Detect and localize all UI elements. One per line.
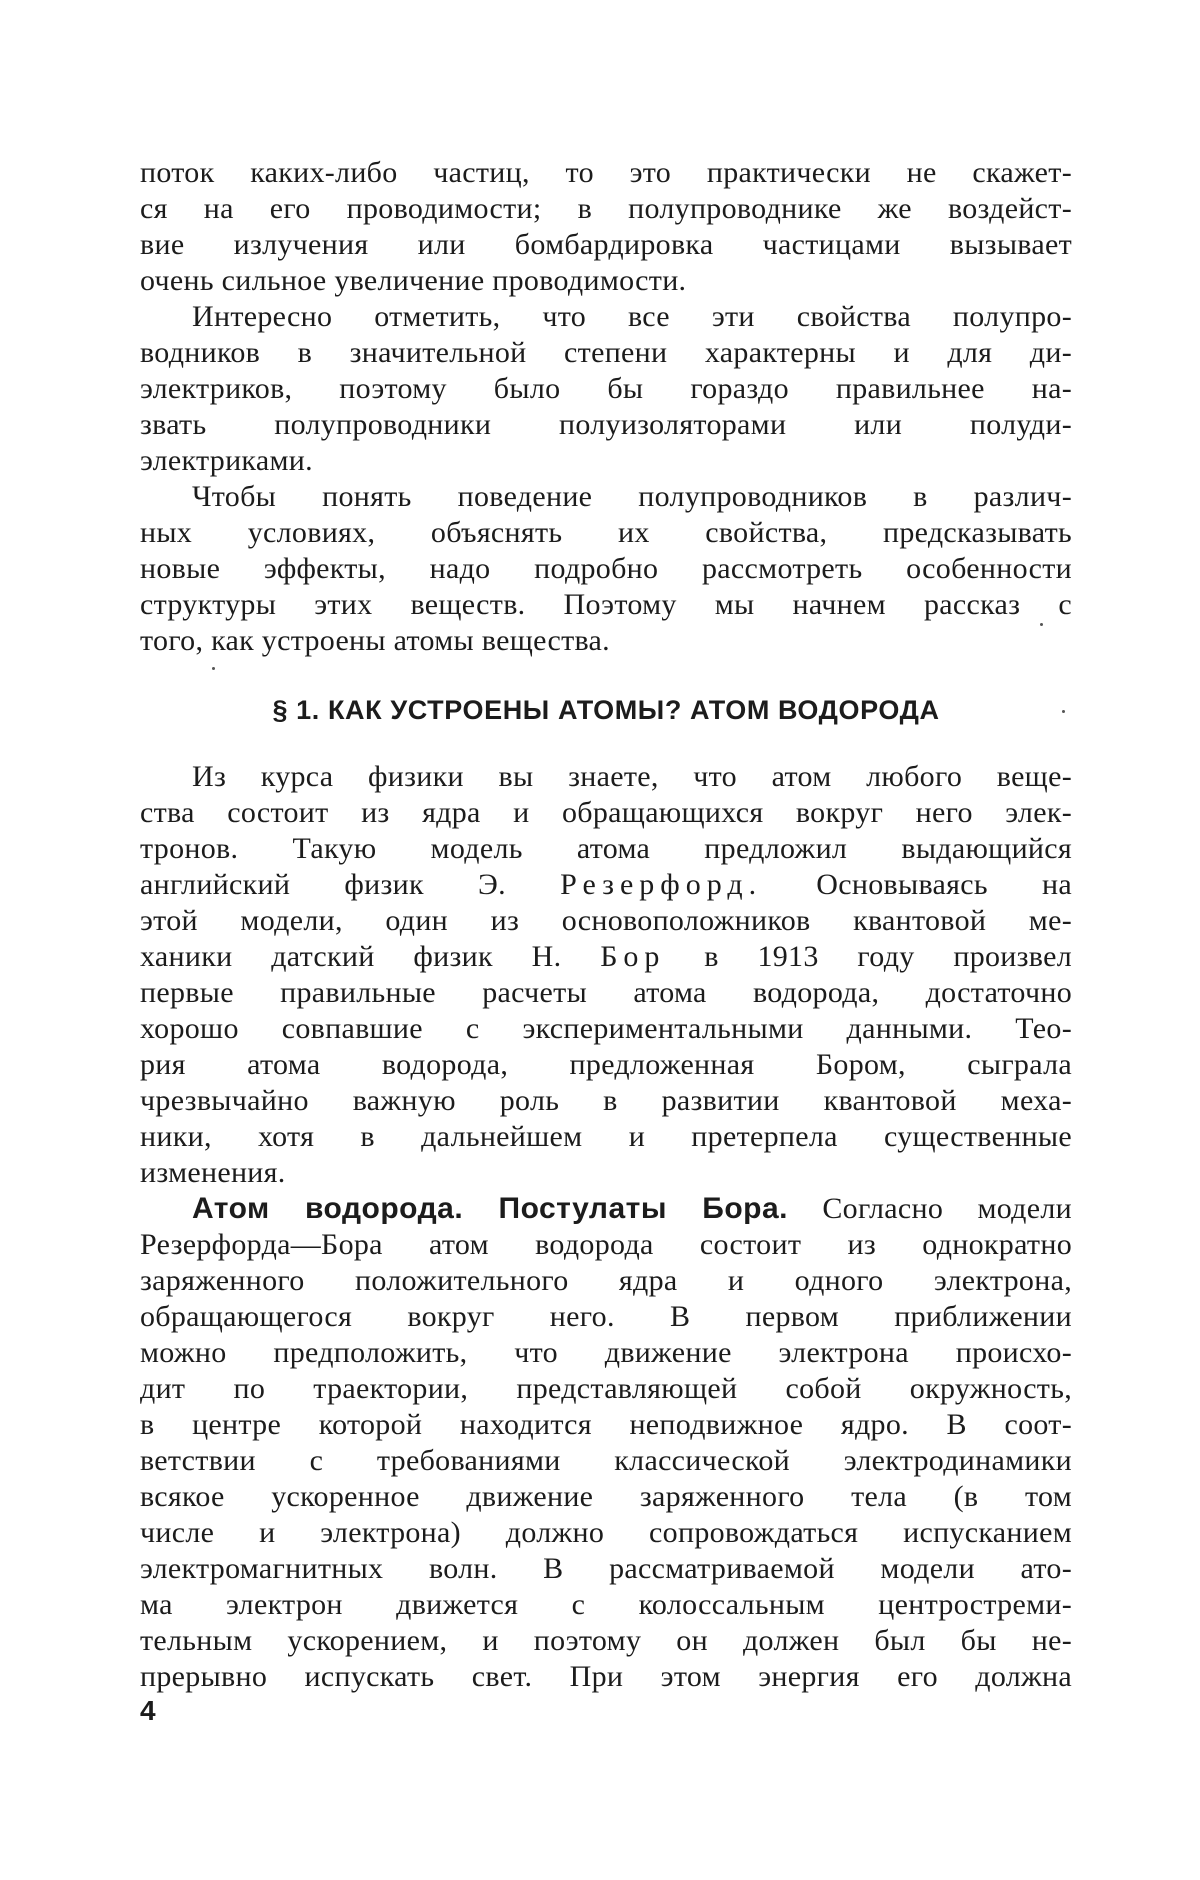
- text-line: хорошо совпавшие с экспериментальными данными. Тео-: [140, 1011, 1072, 1047]
- text-line: Интересно отметить, что все эти свойства полупро-: [140, 299, 1072, 335]
- text-line: водников в значительной степени характерны и для ди-: [140, 335, 1072, 371]
- text-line: прерывно испускать свет. При этом энергия его должна: [140, 1659, 1072, 1695]
- text-line: [140, 1191, 1072, 1227]
- text-line: этой модели, один из основоположников квантовой ме-: [140, 903, 1072, 939]
- text-line: звать полупроводники полуизоляторами или полуди-: [140, 407, 1072, 443]
- intro-paragraph: [140, 155, 1072, 299]
- text-line: можно предположить, что движение электрона происхо-: [140, 1335, 1072, 1371]
- paragraph-semiconductor-properties: [140, 299, 1072, 479]
- paragraph-atom-models: [140, 759, 1072, 1191]
- text-line: структуры этих веществ. Поэтому мы начнем рассказ с: [140, 587, 1072, 623]
- text-line: [140, 939, 1072, 975]
- text-line: электромагнитных волн. В рассматриваемой модели ато-: [140, 1551, 1072, 1587]
- text-line: дит по траектории, представляющей собой окружность,: [140, 1371, 1072, 1407]
- text-line: первые правильные расчеты атома водорода, достаточно: [140, 975, 1072, 1011]
- text-line: Резерфорда—Бора атом водорода состоит из однократно: [140, 1227, 1072, 1263]
- text-line: электриков, поэтому было бы гораздо правильнее на-: [140, 371, 1072, 407]
- text-line: того, как устроены атомы вещества.: [140, 623, 1072, 659]
- text-line: ветствии с требованиями классической электродинамики: [140, 1443, 1072, 1479]
- text-run: английский физик Э.: [140, 868, 506, 901]
- text-line: вие излучения или бомбардировка частицами вызывает: [140, 227, 1072, 263]
- text-line: электриками.: [140, 443, 1072, 479]
- spaced-name-rutherford: Резерфорд.: [560, 868, 762, 901]
- text-line: тельным ускорением, и поэтому он должен был бы не-: [140, 1623, 1072, 1659]
- text-line: Чтобы понять поведение полупроводников в различ-: [140, 479, 1072, 515]
- paragraph-structure: [140, 479, 1072, 659]
- text-line: новые эффекты, надо подробно рассмотреть особенности: [140, 551, 1072, 587]
- text-line: рия атома водорода, предложенная Бором, сыграла: [140, 1047, 1072, 1083]
- paragraph-bohr-postulates: [140, 1191, 1072, 1695]
- text-line: числе и электрона) должно сопровождаться испусканием: [140, 1515, 1072, 1551]
- text-line: заряженного положительного ядра и одного электрона,: [140, 1263, 1072, 1299]
- book-page: [0, 0, 1200, 1880]
- text-line: тронов. Такую модель атома предложил выдающийся: [140, 831, 1072, 867]
- scan-speck: [1040, 623, 1043, 626]
- text-line: обращающегося вокруг него. В первом приближении: [140, 1299, 1072, 1335]
- run-in-heading: Атом водорода. Постулаты Бора.: [192, 1192, 788, 1225]
- text-line: очень сильное увеличение проводимости.: [140, 263, 1072, 299]
- text-line: ных условиях, объяснять их свойства, предсказывать: [140, 515, 1072, 551]
- scan-speck: [212, 667, 215, 670]
- text-run: в 1913 году произвел: [704, 940, 1072, 973]
- text-line: в центре которой находится неподвижное ядро. В соот-: [140, 1407, 1072, 1443]
- text-line: [140, 867, 1072, 903]
- text-run: Согласно модели: [822, 1192, 1072, 1225]
- text-line: чрезвычайно важную роль в развитии квантовой меха-: [140, 1083, 1072, 1119]
- text-run: Основываясь на: [816, 868, 1072, 901]
- text-line: ма электрон движется с колоссальным центростреми-: [140, 1587, 1072, 1623]
- text-run: ханики датский физик Н.: [140, 940, 561, 973]
- section-heading: § 1. КАК УСТРОЕНЫ АТОМЫ? АТОМ ВОДОРОДА: [140, 692, 1072, 728]
- text-line: поток каких-либо частиц, то это практически не скажет-: [140, 155, 1072, 191]
- text-line: Из курса физики вы знаете, что атом любого веще-: [140, 759, 1072, 795]
- text-line: ства состоит из ядра и обращающихся вокруг него элек-: [140, 795, 1072, 831]
- text-line: всякое ускоренное движение заряженного тела (в том: [140, 1479, 1072, 1515]
- spaced-name-bohr: Бор: [600, 940, 665, 973]
- page-number: 4: [140, 1695, 156, 1727]
- scan-speck: [1062, 710, 1065, 713]
- text-line: ники, хотя в дальнейшем и претерпела существенные: [140, 1119, 1072, 1155]
- text-line: ся на его проводимости; в полупроводнике же воздейст-: [140, 191, 1072, 227]
- text-line: изменения.: [140, 1155, 1072, 1191]
